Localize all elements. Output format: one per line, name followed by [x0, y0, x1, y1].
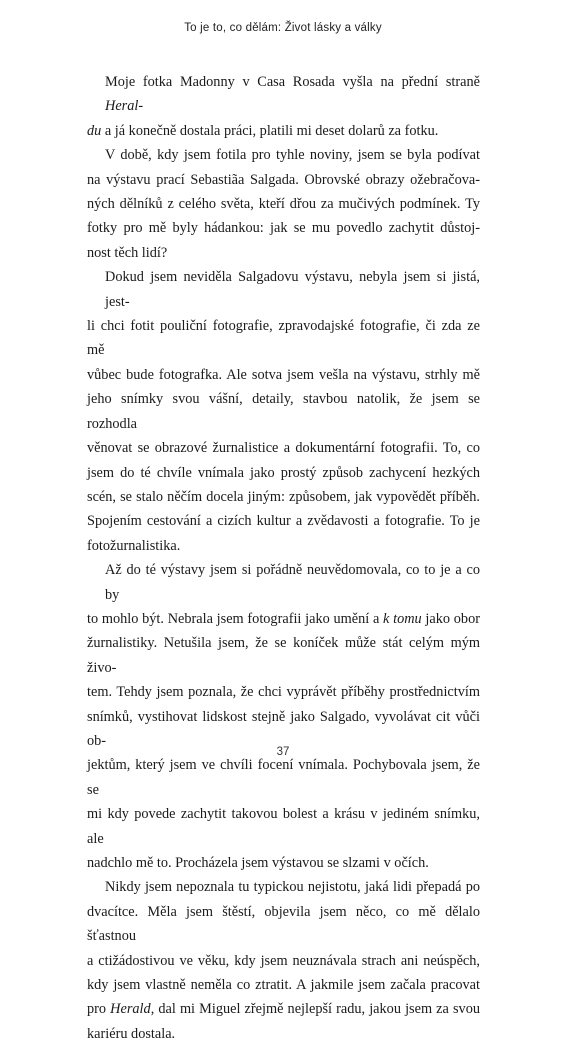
- text-line: V době, kdy jsem fotila pro tyhle noviny, jsem se byla podívat: [105, 147, 480, 164]
- italic-text: Heral-: [105, 98, 144, 115]
- text-line: du a já konečně dostala práci, platili mi deset dolarů za fotku.: [87, 122, 439, 139]
- text-line: Spojením cestování a cizích kultur a zvědavosti a fotografie. To je: [87, 513, 480, 530]
- paragraph: [87, 143, 480, 265]
- text-line: a ctižádostivou ve věku, kdy jsem neuznávala strach ani neúspěch,: [87, 952, 480, 969]
- text-line: věnovat se obrazové žurnalistice a dokumentární fotografii. To, co: [87, 440, 480, 457]
- text-line: Moje fotka Madonny v Casa Rosada vyšla na přední straně Heral-: [105, 74, 480, 115]
- text-line: nost těch lidí?: [87, 244, 168, 261]
- text-line: ných dělníků z celého světa, kteří dřou za mučivých podmínek. Ty: [87, 196, 480, 213]
- text-line: dvacítce. Měla jsem štěstí, objevila jsem něco, co mě dělalo šťastnou: [87, 903, 480, 945]
- paragraph: [87, 265, 480, 558]
- text-line: jsem do té chvíle vnímala jako prostý způsob zachycení hezkých: [87, 464, 480, 481]
- body-text: [87, 70, 480, 1046]
- text-line: vůbec bude fotografka. Ale sotva jsem vešla na výstavu, strhly mě: [87, 366, 480, 383]
- paragraph: [87, 875, 480, 1046]
- italic-text: Herald: [110, 1001, 151, 1018]
- text-line: fotožurnalistika.: [87, 537, 181, 554]
- text-line: fotky pro mě byly hádankou: jak se mu povedlo zachytit důstoj-: [87, 220, 480, 237]
- text-line: kdy jsem vlastně neměla co ztratit. A jakmile jsem začala pracovat: [87, 977, 480, 994]
- paragraph: [87, 558, 480, 875]
- text-line: scén, se stalo něčím docela jiným: způsobem, jak vypovědět příběh.: [87, 488, 480, 505]
- text-line: na výstavu prací Sebastiãa Salgada. Obrovské obrazy ožebračova-: [87, 171, 480, 188]
- text-line: Dokud jsem neviděla Salgadovu výstavu, nebyla jsem si jistá, jest-: [105, 269, 480, 310]
- running-header: To je to, co dělám: Život lásky a války: [184, 22, 382, 34]
- page-number: 37: [276, 746, 290, 758]
- text-line: nadchlo mě to. Procházela jsem výstavou se slzami v očích.: [87, 855, 429, 871]
- text-line: tem. Tehdy jsem poznala, že chci vyprávět příběhy prostřednictvím: [87, 684, 480, 701]
- italic-text: du: [87, 122, 102, 139]
- paragraph: [87, 70, 480, 143]
- text-line: li chci fotit pouliční fotografie, zpravodajské fotografie, či zda ze mě: [87, 318, 480, 359]
- text-line: Až do té výstavy jsem si pořádně neuvědomovala, co to je a co by: [105, 562, 480, 603]
- text-line: pro Herald, dal mi Miguel zřejmě nejlepší radu, jakou jsem za svou: [87, 1001, 480, 1018]
- italic-text: k tomu: [383, 610, 422, 627]
- text-line: jeho snímky svou vášní, detaily, stavbou natolik, že jsem se rozhodla: [87, 391, 480, 432]
- text-line: jektům, který jsem ve chvíli focení vnímala. Pochybovala jsem, že se: [87, 757, 480, 798]
- text-line: mi kdy povede zachytit takovou bolest a krásu v jediném snímku, ale: [87, 806, 480, 847]
- text-line: snímků, vystihovat lidskost stejně jako Salgado, vyvolávat cit vůči ob-: [87, 708, 480, 749]
- text-line: žurnalistiky. Netušila jsem, že se koníček může stát celým mým živo-: [87, 635, 480, 676]
- text-line: Nikdy jsem nepoznala tu typickou nejistotu, jaká lidi přepadá po: [105, 879, 480, 896]
- text-line: kariéru dostala.: [87, 1025, 176, 1042]
- text-line: to mohlo být. Nebrala jsem fotografii jako umění a k tomu jako obor: [87, 610, 480, 627]
